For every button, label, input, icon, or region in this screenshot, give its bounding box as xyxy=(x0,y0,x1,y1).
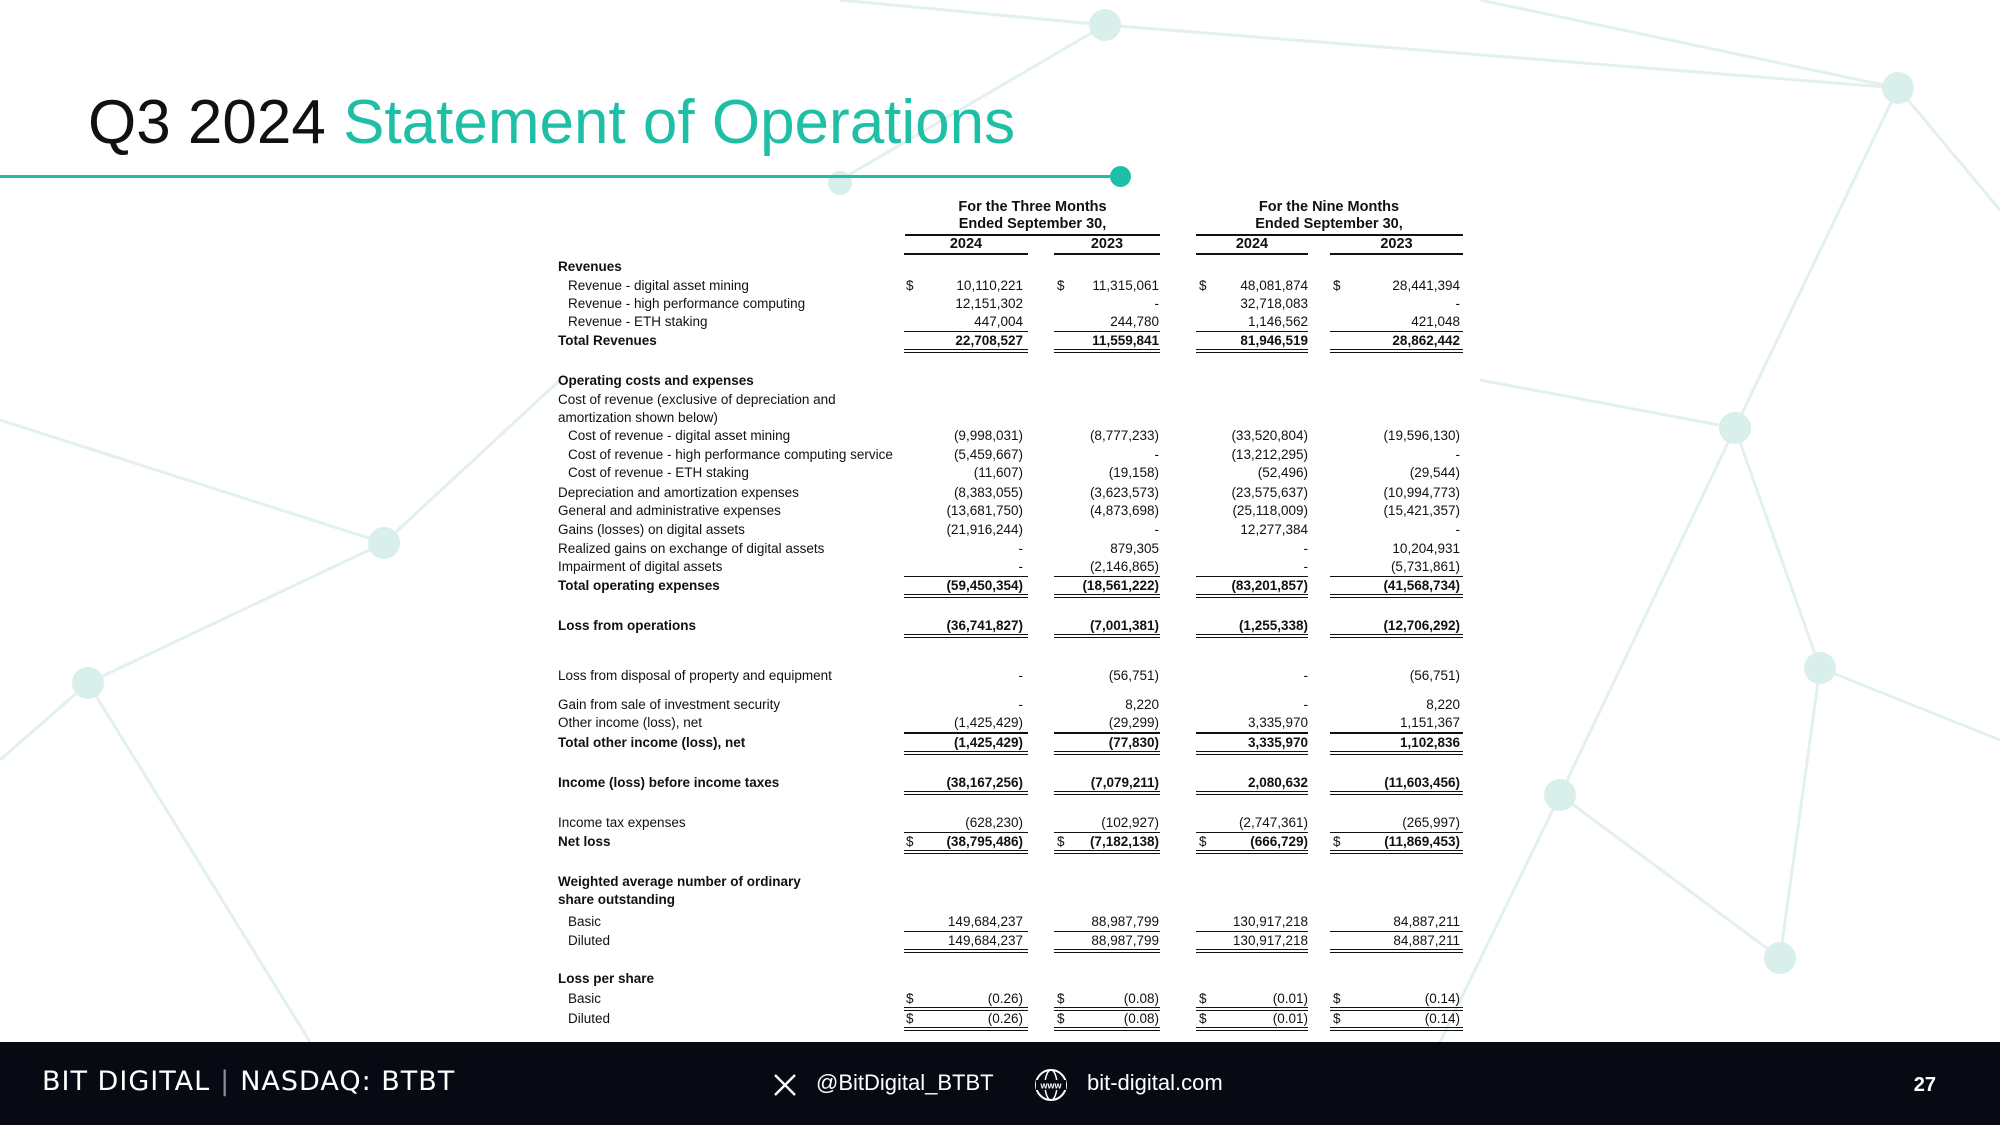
dollar-sign: $ xyxy=(906,278,914,293)
year-header: 2024 xyxy=(949,236,983,252)
row-label: Operating costs and expenses xyxy=(558,373,754,388)
row-value: (11,869,453) xyxy=(1384,834,1460,849)
row-value: 10,110,221 xyxy=(956,278,1023,293)
row-value: 88,987,799 xyxy=(1091,914,1159,929)
row-value: 8,220 xyxy=(1125,697,1159,712)
row-value: (9,998,031) xyxy=(953,428,1023,443)
row-value: (11,603,456) xyxy=(1384,775,1460,790)
row-label: Weighted average number of ordinary xyxy=(558,874,801,889)
statement-row xyxy=(0,970,2000,988)
statement-row xyxy=(0,502,2000,520)
title-underline xyxy=(0,175,1110,178)
row-value: - xyxy=(1154,522,1159,537)
year-header: 2024 xyxy=(1235,236,1269,252)
page-number: 27 xyxy=(1913,1074,1936,1096)
brand-wordmark xyxy=(42,1066,455,1097)
brand-name: BIT DIGITAL xyxy=(42,1066,211,1097)
row-value: (0.14) xyxy=(1424,991,1460,1006)
row-label: General and administrative expenses xyxy=(558,503,781,518)
row-value: - xyxy=(1455,522,1460,537)
total-double-rule xyxy=(1330,349,1463,353)
row-value: - xyxy=(1303,559,1308,574)
dollar-sign: $ xyxy=(1199,991,1207,1006)
total-double-rule xyxy=(904,791,1028,795)
total-double-rule xyxy=(1196,751,1308,755)
row-value: (0.01) xyxy=(1272,1011,1308,1026)
row-value: 48,081,874 xyxy=(1240,278,1308,293)
row-value: (8,777,233) xyxy=(1089,428,1159,443)
row-value: 88,987,799 xyxy=(1091,933,1159,948)
www-globe-icon xyxy=(1033,1068,1069,1102)
row-value: (7,079,211) xyxy=(1090,775,1159,790)
statement-row xyxy=(0,696,2000,714)
row-value: 12,151,302 xyxy=(955,296,1023,311)
title-main: Statement of Operations xyxy=(343,88,1016,157)
row-value: 8,220 xyxy=(1426,697,1460,712)
dollar-sign: $ xyxy=(1057,1011,1065,1026)
row-value: (52,496) xyxy=(1257,465,1308,480)
row-value: 11,315,061 xyxy=(1092,278,1159,293)
period-header-nine-months xyxy=(1196,199,1462,233)
statement-row xyxy=(0,913,2000,931)
statement-row xyxy=(0,1010,2000,1028)
row-value: - xyxy=(1303,541,1308,556)
x-logo-icon xyxy=(772,1072,798,1098)
total-double-rule xyxy=(1330,594,1463,598)
row-label: Net loss xyxy=(558,834,611,849)
total-double-rule xyxy=(904,634,1028,638)
row-value: - xyxy=(1018,541,1023,556)
row-value: - xyxy=(1455,447,1460,462)
total-double-rule xyxy=(904,1027,1028,1031)
statement-row xyxy=(0,464,2000,482)
row-value: (36,741,827) xyxy=(946,618,1023,633)
row-value: 879,305 xyxy=(1110,541,1159,556)
row-value: (77,830) xyxy=(1108,735,1159,750)
row-label: Revenue - high performance computing xyxy=(568,296,806,311)
row-value: - xyxy=(1455,296,1460,311)
row-value: (2,747,361) xyxy=(1238,815,1308,830)
row-value: (83,201,857) xyxy=(1231,578,1308,593)
total-double-rule xyxy=(904,751,1028,755)
row-label: Income tax expenses xyxy=(558,815,686,830)
row-value: (0.08) xyxy=(1123,991,1159,1006)
row-value: (23,575,637) xyxy=(1231,485,1308,500)
total-double-rule xyxy=(1330,1027,1463,1031)
row-label: Gain from sale of investment security xyxy=(558,697,781,712)
total-double-rule xyxy=(1196,850,1308,854)
row-label: Impairment of digital assets xyxy=(558,559,723,574)
row-value: 3,335,970 xyxy=(1247,735,1308,750)
row-value: (2,146,865) xyxy=(1089,559,1159,574)
total-double-rule xyxy=(904,850,1028,854)
statement-row xyxy=(0,833,2000,851)
row-value: 2,080,632 xyxy=(1247,775,1308,790)
row-label: Depreciation and amortization expenses xyxy=(558,485,799,500)
row-label: Cost of revenue - high performance computing service xyxy=(568,447,893,462)
row-label: Cost of revenue - digital asset mining xyxy=(568,428,791,443)
dollar-sign: $ xyxy=(906,991,914,1006)
total-top-rule xyxy=(904,832,1028,833)
row-value: (38,795,486) xyxy=(946,834,1023,849)
statement-row xyxy=(0,484,2000,502)
row-value: 22,708,527 xyxy=(955,333,1023,348)
row-value: 130,917,218 xyxy=(1232,914,1308,929)
total-double-rule xyxy=(904,349,1028,353)
row-value: (0.08) xyxy=(1123,1011,1159,1026)
row-value: (13,212,295) xyxy=(1231,447,1308,462)
row-value: 244,780 xyxy=(1110,314,1159,329)
row-value: (15,421,357) xyxy=(1383,503,1460,518)
dollar-sign: $ xyxy=(1057,834,1065,849)
row-value: (29,299) xyxy=(1108,715,1159,730)
statement-row xyxy=(0,714,2000,732)
statement-row xyxy=(0,891,2000,909)
page-title xyxy=(88,86,1015,160)
total-double-rule xyxy=(1054,949,1160,953)
row-value: 130,917,218 xyxy=(1232,933,1308,948)
total-double-rule xyxy=(1196,791,1308,795)
row-value: (7,001,381) xyxy=(1089,618,1159,633)
row-value: 28,862,442 xyxy=(1392,333,1460,348)
total-double-rule xyxy=(1330,791,1463,795)
row-value: 10,204,931 xyxy=(1392,541,1460,556)
row-value: (0.26) xyxy=(987,1011,1023,1026)
row-value: - xyxy=(1303,668,1308,683)
brand-separator: | xyxy=(220,1066,231,1097)
dollar-sign: $ xyxy=(1057,278,1065,293)
total-double-rule xyxy=(1330,949,1463,953)
row-value: 149,684,237 xyxy=(947,933,1023,948)
total-double-rule xyxy=(1196,634,1308,638)
total-double-rule xyxy=(1054,751,1160,755)
row-value: 421,048 xyxy=(1411,314,1460,329)
total-top-rule xyxy=(1330,832,1463,833)
total-top-rule xyxy=(1196,331,1308,332)
period-header-line: Ended September 30, xyxy=(958,216,1107,232)
row-label: Basic xyxy=(568,991,602,1006)
row-label: Loss from operations xyxy=(558,618,697,633)
total-double-rule xyxy=(904,594,1028,598)
website-link[interactable]: bit-digital.com xyxy=(1087,1070,1223,1095)
dollar-sign: $ xyxy=(1199,834,1207,849)
row-value: (19,158) xyxy=(1108,465,1159,480)
period-header-line: Ended September 30, xyxy=(1255,216,1403,232)
statement-row xyxy=(0,667,2000,685)
statement-row xyxy=(0,990,2000,1008)
row-label: Total operating expenses xyxy=(558,578,720,593)
statement-row xyxy=(0,427,2000,445)
total-top-rule xyxy=(1196,931,1308,932)
ticker: NASDAQ: BTBT xyxy=(240,1066,456,1097)
row-label: Cost of revenue - ETH staking xyxy=(568,465,749,480)
total-double-rule xyxy=(1196,949,1308,953)
title-prefix: Q3 2024 xyxy=(88,88,326,157)
period-header-three-months xyxy=(905,199,1160,233)
total-top-rule xyxy=(904,931,1028,932)
total-double-rule xyxy=(1196,594,1308,598)
row-value: 3,335,970 xyxy=(1247,715,1308,730)
row-value: (59,450,354) xyxy=(946,578,1023,593)
row-value: 81,946,519 xyxy=(1240,333,1308,348)
row-value: - xyxy=(1154,447,1159,462)
statement-row xyxy=(0,372,2000,390)
row-label: Loss from disposal of property and equipment xyxy=(558,668,832,683)
row-value: (56,751) xyxy=(1409,668,1460,683)
row-value: (5,459,667) xyxy=(953,447,1023,462)
statement-row xyxy=(0,313,2000,331)
row-value: 28,441,394 xyxy=(1392,278,1460,293)
row-label: Cost of revenue (exclusive of depreciation and xyxy=(558,392,836,407)
statement-row xyxy=(0,409,2000,427)
statement-row xyxy=(0,540,2000,558)
row-value: (0.14) xyxy=(1424,1011,1460,1026)
row-value: 1,102,836 xyxy=(1399,735,1460,750)
row-value: - xyxy=(1018,697,1023,712)
dollar-sign: $ xyxy=(1333,991,1341,1006)
total-double-rule xyxy=(1054,1027,1160,1031)
statement-row xyxy=(0,446,2000,464)
row-value: 84,887,211 xyxy=(1393,914,1460,929)
title-underline-dot xyxy=(1110,166,1131,187)
total-top-rule xyxy=(1196,576,1308,577)
row-value: (8,383,055) xyxy=(953,485,1023,500)
row-label: Realized gains on exchange of digital assets xyxy=(558,541,825,556)
total-top-rule xyxy=(1330,733,1463,734)
footer-bar xyxy=(0,1042,2000,1125)
total-double-rule xyxy=(1054,791,1160,795)
total-top-rule xyxy=(1196,832,1308,833)
total-top-rule xyxy=(1054,931,1160,932)
row-label: share outstanding xyxy=(558,892,676,907)
dollar-sign: $ xyxy=(1199,278,1207,293)
row-value: - xyxy=(1154,296,1159,311)
statement-row xyxy=(0,295,2000,313)
row-value: (29,544) xyxy=(1409,465,1460,480)
row-label: Revenues xyxy=(558,259,622,274)
row-value: (1,255,338) xyxy=(1238,618,1308,633)
row-value: (13,681,750) xyxy=(946,503,1023,518)
row-value: (4,873,698) xyxy=(1089,503,1159,518)
row-value: - xyxy=(1018,559,1023,574)
statement-row xyxy=(0,577,2000,595)
total-double-rule xyxy=(1054,850,1160,854)
total-top-rule xyxy=(1054,733,1160,734)
total-double-rule xyxy=(1054,594,1160,598)
total-double-rule xyxy=(904,949,1028,953)
row-value: (11,607) xyxy=(973,465,1023,480)
row-value: (265,997) xyxy=(1402,815,1460,830)
statement-row xyxy=(0,277,2000,295)
row-value: (7,182,138) xyxy=(1089,834,1159,849)
year-header: 2023 xyxy=(1090,236,1124,252)
row-value: (25,118,009) xyxy=(1232,503,1308,518)
svg-text:www: www xyxy=(1040,1080,1062,1091)
period-header-line: For the Nine Months xyxy=(1258,199,1400,215)
row-label: Loss per share xyxy=(558,971,655,986)
statement-row xyxy=(0,558,2000,576)
row-value: 84,887,211 xyxy=(1393,933,1460,948)
row-value: 1,151,367 xyxy=(1399,715,1460,730)
row-value: (0.01) xyxy=(1272,991,1308,1006)
row-label: Revenue - digital asset mining xyxy=(568,278,749,293)
statement-row xyxy=(0,814,2000,832)
row-label: Total Revenues xyxy=(558,333,657,348)
statement-row xyxy=(0,617,2000,635)
row-value: (41,568,734) xyxy=(1383,578,1460,593)
row-value: (0.26) xyxy=(987,991,1023,1006)
row-label: Diluted xyxy=(568,933,611,948)
row-value: (666,729) xyxy=(1250,834,1308,849)
total-top-rule xyxy=(1330,331,1463,332)
dollar-sign: $ xyxy=(1199,1011,1207,1026)
total-double-rule xyxy=(1054,349,1160,353)
dollar-sign: $ xyxy=(906,1011,914,1026)
row-value: 1,146,562 xyxy=(1247,314,1308,329)
total-double-rule xyxy=(1330,634,1463,638)
total-top-rule xyxy=(1054,576,1160,577)
year-rule xyxy=(1196,253,1308,255)
statement-row xyxy=(0,774,2000,792)
row-value: (56,751) xyxy=(1108,668,1159,683)
row-value: (10,994,773) xyxy=(1383,485,1460,500)
row-label: Income (loss) before income taxes xyxy=(558,775,780,790)
total-top-rule xyxy=(1330,931,1463,932)
total-double-rule xyxy=(1330,751,1463,755)
statement-row xyxy=(0,873,2000,891)
row-value: (628,230) xyxy=(965,815,1023,830)
year-header: 2023 xyxy=(1380,236,1413,252)
total-top-rule xyxy=(1196,733,1308,734)
year-rule xyxy=(1054,253,1160,255)
total-top-rule xyxy=(1054,832,1160,833)
dollar-sign: $ xyxy=(1333,278,1341,293)
total-top-rule xyxy=(1330,576,1463,577)
row-value: (21,916,244) xyxy=(946,522,1023,537)
row-value: (12,706,292) xyxy=(1383,618,1460,633)
row-value: - xyxy=(1018,668,1023,683)
row-value: (18,561,222) xyxy=(1082,578,1159,593)
statement-row xyxy=(0,932,2000,950)
total-top-rule xyxy=(1054,331,1160,332)
row-label: amortization shown below) xyxy=(558,410,718,425)
period-header-line: For the Three Months xyxy=(958,199,1107,215)
dollar-sign: $ xyxy=(1057,991,1065,1006)
row-value: (3,623,573) xyxy=(1089,485,1159,500)
statement-row xyxy=(0,734,2000,752)
year-rule xyxy=(1330,253,1463,255)
statement-row xyxy=(0,258,2000,276)
row-value: (5,731,861) xyxy=(1390,559,1460,574)
total-top-rule xyxy=(904,733,1028,734)
total-top-rule xyxy=(904,576,1028,577)
statement-row xyxy=(0,521,2000,539)
row-value: (19,596,130) xyxy=(1383,428,1460,443)
dollar-sign: $ xyxy=(1333,1011,1341,1026)
year-rule xyxy=(904,253,1028,255)
row-value: (38,167,256) xyxy=(946,775,1023,790)
row-label: Revenue - ETH staking xyxy=(568,314,708,329)
dollar-sign: $ xyxy=(1333,834,1341,849)
row-label: Diluted xyxy=(568,1011,611,1026)
row-label: Other income (loss), net xyxy=(558,715,703,730)
row-value: 32,718,083 xyxy=(1240,296,1308,311)
row-label: Gains (losses) on digital assets xyxy=(558,522,745,537)
row-label: Basic xyxy=(568,914,602,929)
row-value: 11,559,841 xyxy=(1092,333,1159,348)
row-value: (1,425,429) xyxy=(953,735,1023,750)
x-handle-link[interactable]: @BitDigital_BTBT xyxy=(816,1070,994,1095)
total-top-rule xyxy=(904,331,1028,332)
row-value: 12,277,384 xyxy=(1240,522,1308,537)
dollar-sign: $ xyxy=(906,834,914,849)
row-value: 447,004 xyxy=(974,314,1023,329)
total-double-rule xyxy=(1054,634,1160,638)
total-double-rule xyxy=(1196,1027,1308,1031)
row-value: (1,425,429) xyxy=(953,715,1023,730)
row-value: (102,927) xyxy=(1101,815,1159,830)
row-value: - xyxy=(1303,697,1308,712)
row-value: (33,520,804) xyxy=(1231,428,1308,443)
total-double-rule xyxy=(1330,850,1463,854)
row-label: Total other income (loss), net xyxy=(558,735,746,750)
statement-row xyxy=(0,391,2000,409)
total-double-rule xyxy=(1196,349,1308,353)
statement-row xyxy=(0,332,2000,350)
row-value: 149,684,237 xyxy=(947,914,1023,929)
